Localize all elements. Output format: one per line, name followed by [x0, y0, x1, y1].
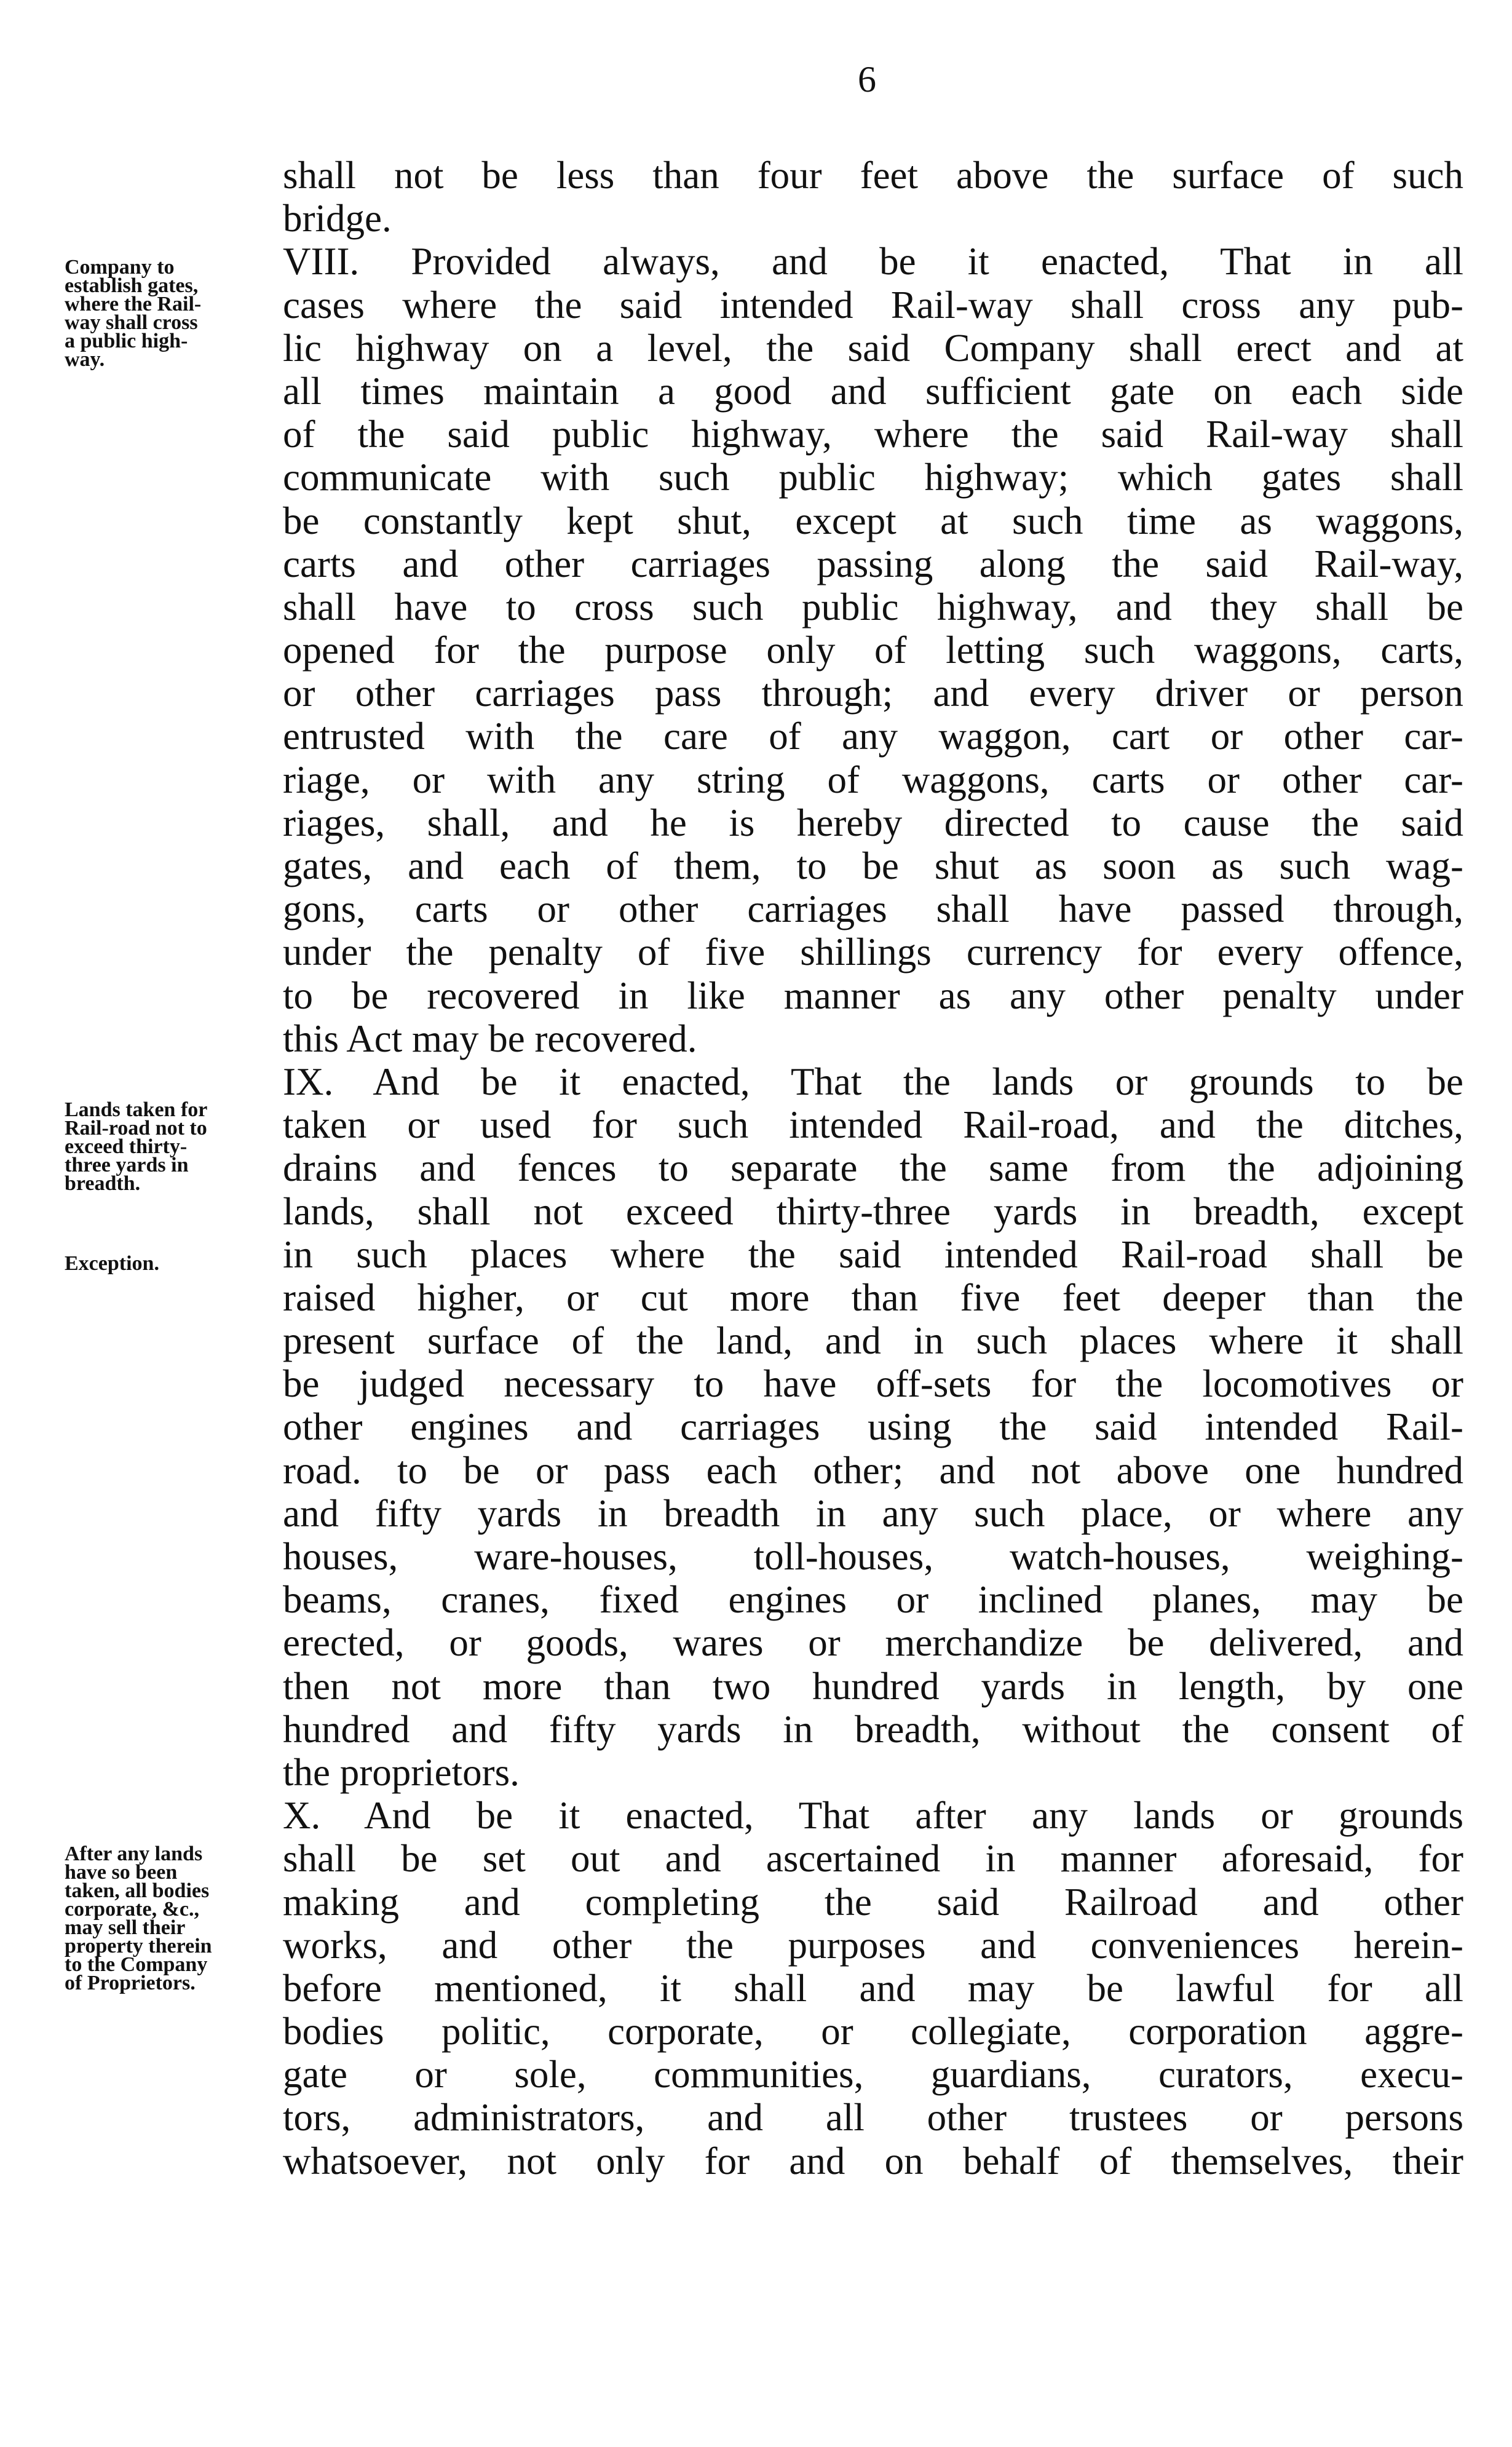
body-line: erected, or goods, wares or merchandize be delivered, and	[283, 1621, 1463, 1665]
section-heading-line: X. And be it enacted, That after any lands or grounds	[283, 1794, 1463, 1838]
margin-note-line: have so been	[65, 1861, 178, 1884]
margin-note-line: of Proprietors.	[65, 1972, 196, 1994]
body-line: shall be set out and ascertained in manner aforesaid, for	[283, 1837, 1463, 1881]
body-line: of the said public highway, where the said Rail-way shall	[283, 413, 1463, 456]
margin-note-line: establish gates,	[65, 274, 199, 297]
body-line: present surface of the land, and in such places where it shall	[283, 1319, 1463, 1363]
page-number: 6	[858, 59, 876, 100]
body-line: before mentioned, it shall and may be lawful for all	[283, 1966, 1463, 2010]
body-line: or other carriages pass through; and every driver or person	[283, 672, 1463, 715]
margin-note-line: Lands taken for	[65, 1098, 208, 1121]
margin-note-lands	[65, 1098, 283, 1195]
margin-note-line: way shall cross	[65, 311, 198, 334]
body-line: works, and other the purposes and conveniences herein-	[283, 1923, 1463, 1967]
margin-note-line: corporate, &c.,	[65, 1898, 200, 1921]
margin-note-line: Rail-road not to	[65, 1117, 207, 1140]
margin-note-gates	[65, 258, 283, 369]
body-line: raised higher, or cut more than five feet deeper than the	[283, 1275, 1463, 1319]
body-line: under the penalty of five shillings currency for every offence,	[283, 930, 1463, 974]
body-line: opened for the purpose only of letting such waggons, carts,	[283, 629, 1463, 672]
body-line: be judged necessary to have off-sets for the locomotives or	[283, 1362, 1463, 1406]
body-line: making and completing the said Railroad and other	[283, 1880, 1463, 1924]
body-line: to be recovered in like manner as any other penalty under	[283, 974, 1463, 1017]
body-line: whatsoever, not only for and on behalf of themselves, their	[283, 2139, 1463, 2183]
body-line: gates, and each of them, to be shut as soon as such wag-	[283, 844, 1463, 887]
body-line: road. to be or pass each other; and not above one hundred	[283, 1448, 1463, 1492]
body-line: bodies politic, corporate, or collegiate, corporation aggre-	[283, 2010, 1463, 2053]
margin-note-proprietors	[65, 1842, 283, 1994]
body-line: the proprietors.	[283, 1750, 520, 1794]
margin-note-line: exceed thirty-	[65, 1135, 188, 1158]
body-line: all times maintain a good and sufficient gate on each side	[283, 369, 1463, 413]
body-line: riages, shall, and he is hereby directed to cause the said	[283, 801, 1463, 844]
body-line: hundred and fifty yards in breadth, without the consent of	[283, 1707, 1463, 1751]
margin-note-line: Exception.	[65, 1252, 159, 1275]
margin-note-line: to the Company	[65, 1953, 208, 1976]
body-line: riage, or with any string of waggons, carts or other car-	[283, 758, 1463, 801]
body-line: shall not be less than four feet above the surface of such	[283, 154, 1463, 197]
body-line: cases where the said intended Rail-way shall cross any pub-	[283, 283, 1463, 327]
body-line: gons, carts or other carriages shall have passed through,	[283, 887, 1463, 931]
body-line: entrusted with the care of any waggon, cart or other car-	[283, 715, 1463, 758]
body-line: communicate with such public highway; which gates shall	[283, 456, 1463, 499]
margin-note-exception	[65, 1252, 283, 1275]
body-line: lands, shall not exceed thirty-three yards in breadth, except	[283, 1189, 1463, 1233]
body-line: other engines and carriages using the said intended Rail-	[283, 1405, 1463, 1449]
body-line: be constantly kept shut, except at such time as waggons,	[283, 499, 1463, 542]
body-line: taken or used for such intended Rail-road, and the ditches,	[283, 1103, 1463, 1147]
margin-note-line: breadth.	[65, 1172, 141, 1195]
margin-note-line: After any lands	[65, 1842, 203, 1865]
margin-note-line: Company to	[65, 256, 175, 279]
body-line: bridge.	[283, 197, 392, 240]
body-line: in such places where the said intended Rail-road shall be	[283, 1232, 1463, 1276]
margin-note-line: taken, all bodies	[65, 1879, 210, 1902]
body-text	[283, 154, 1463, 2183]
body-line: then not more than two hundred yards in length, by one	[283, 1664, 1463, 1708]
margin-note-line: property therein	[65, 1935, 212, 1957]
body-line: gate or sole, communities, guardians, curators, execu-	[283, 2053, 1463, 2096]
body-line: and fifty yards in breadth in any such place, or where any	[283, 1491, 1463, 1535]
section-heading-line: IX. And be it enacted, That the lands or grounds to be	[283, 1060, 1463, 1103]
body-line: drains and fences to separate the same from the adjoining	[283, 1146, 1463, 1190]
section-heading-line: VIII. Provided always, and be it enacted, That in all	[283, 240, 1463, 284]
body-line: tors, administrators, and all other trustees or persons	[283, 2096, 1463, 2140]
body-line: houses, ware-houses, toll-houses, watch-houses, weighing-	[283, 1535, 1463, 1578]
margin-note-line: where the Rail-	[65, 293, 202, 315]
margin-note-line: may sell their	[65, 1916, 186, 1939]
body-line: this Act may be recovered.	[283, 1017, 697, 1060]
body-line: lic highway on a level, the said Company shall erect and at	[283, 326, 1463, 370]
margin-note-line: three yards in	[65, 1154, 189, 1176]
margin-note-line: way.	[65, 348, 105, 371]
body-line: shall have to cross such public highway, and they shall be	[283, 585, 1463, 629]
body-line: carts and other carriages passing along the said Rail-way,	[283, 542, 1463, 585]
margin-note-line: a public high-	[65, 330, 188, 352]
body-line: beams, cranes, fixed engines or inclined planes, may be	[283, 1578, 1463, 1622]
